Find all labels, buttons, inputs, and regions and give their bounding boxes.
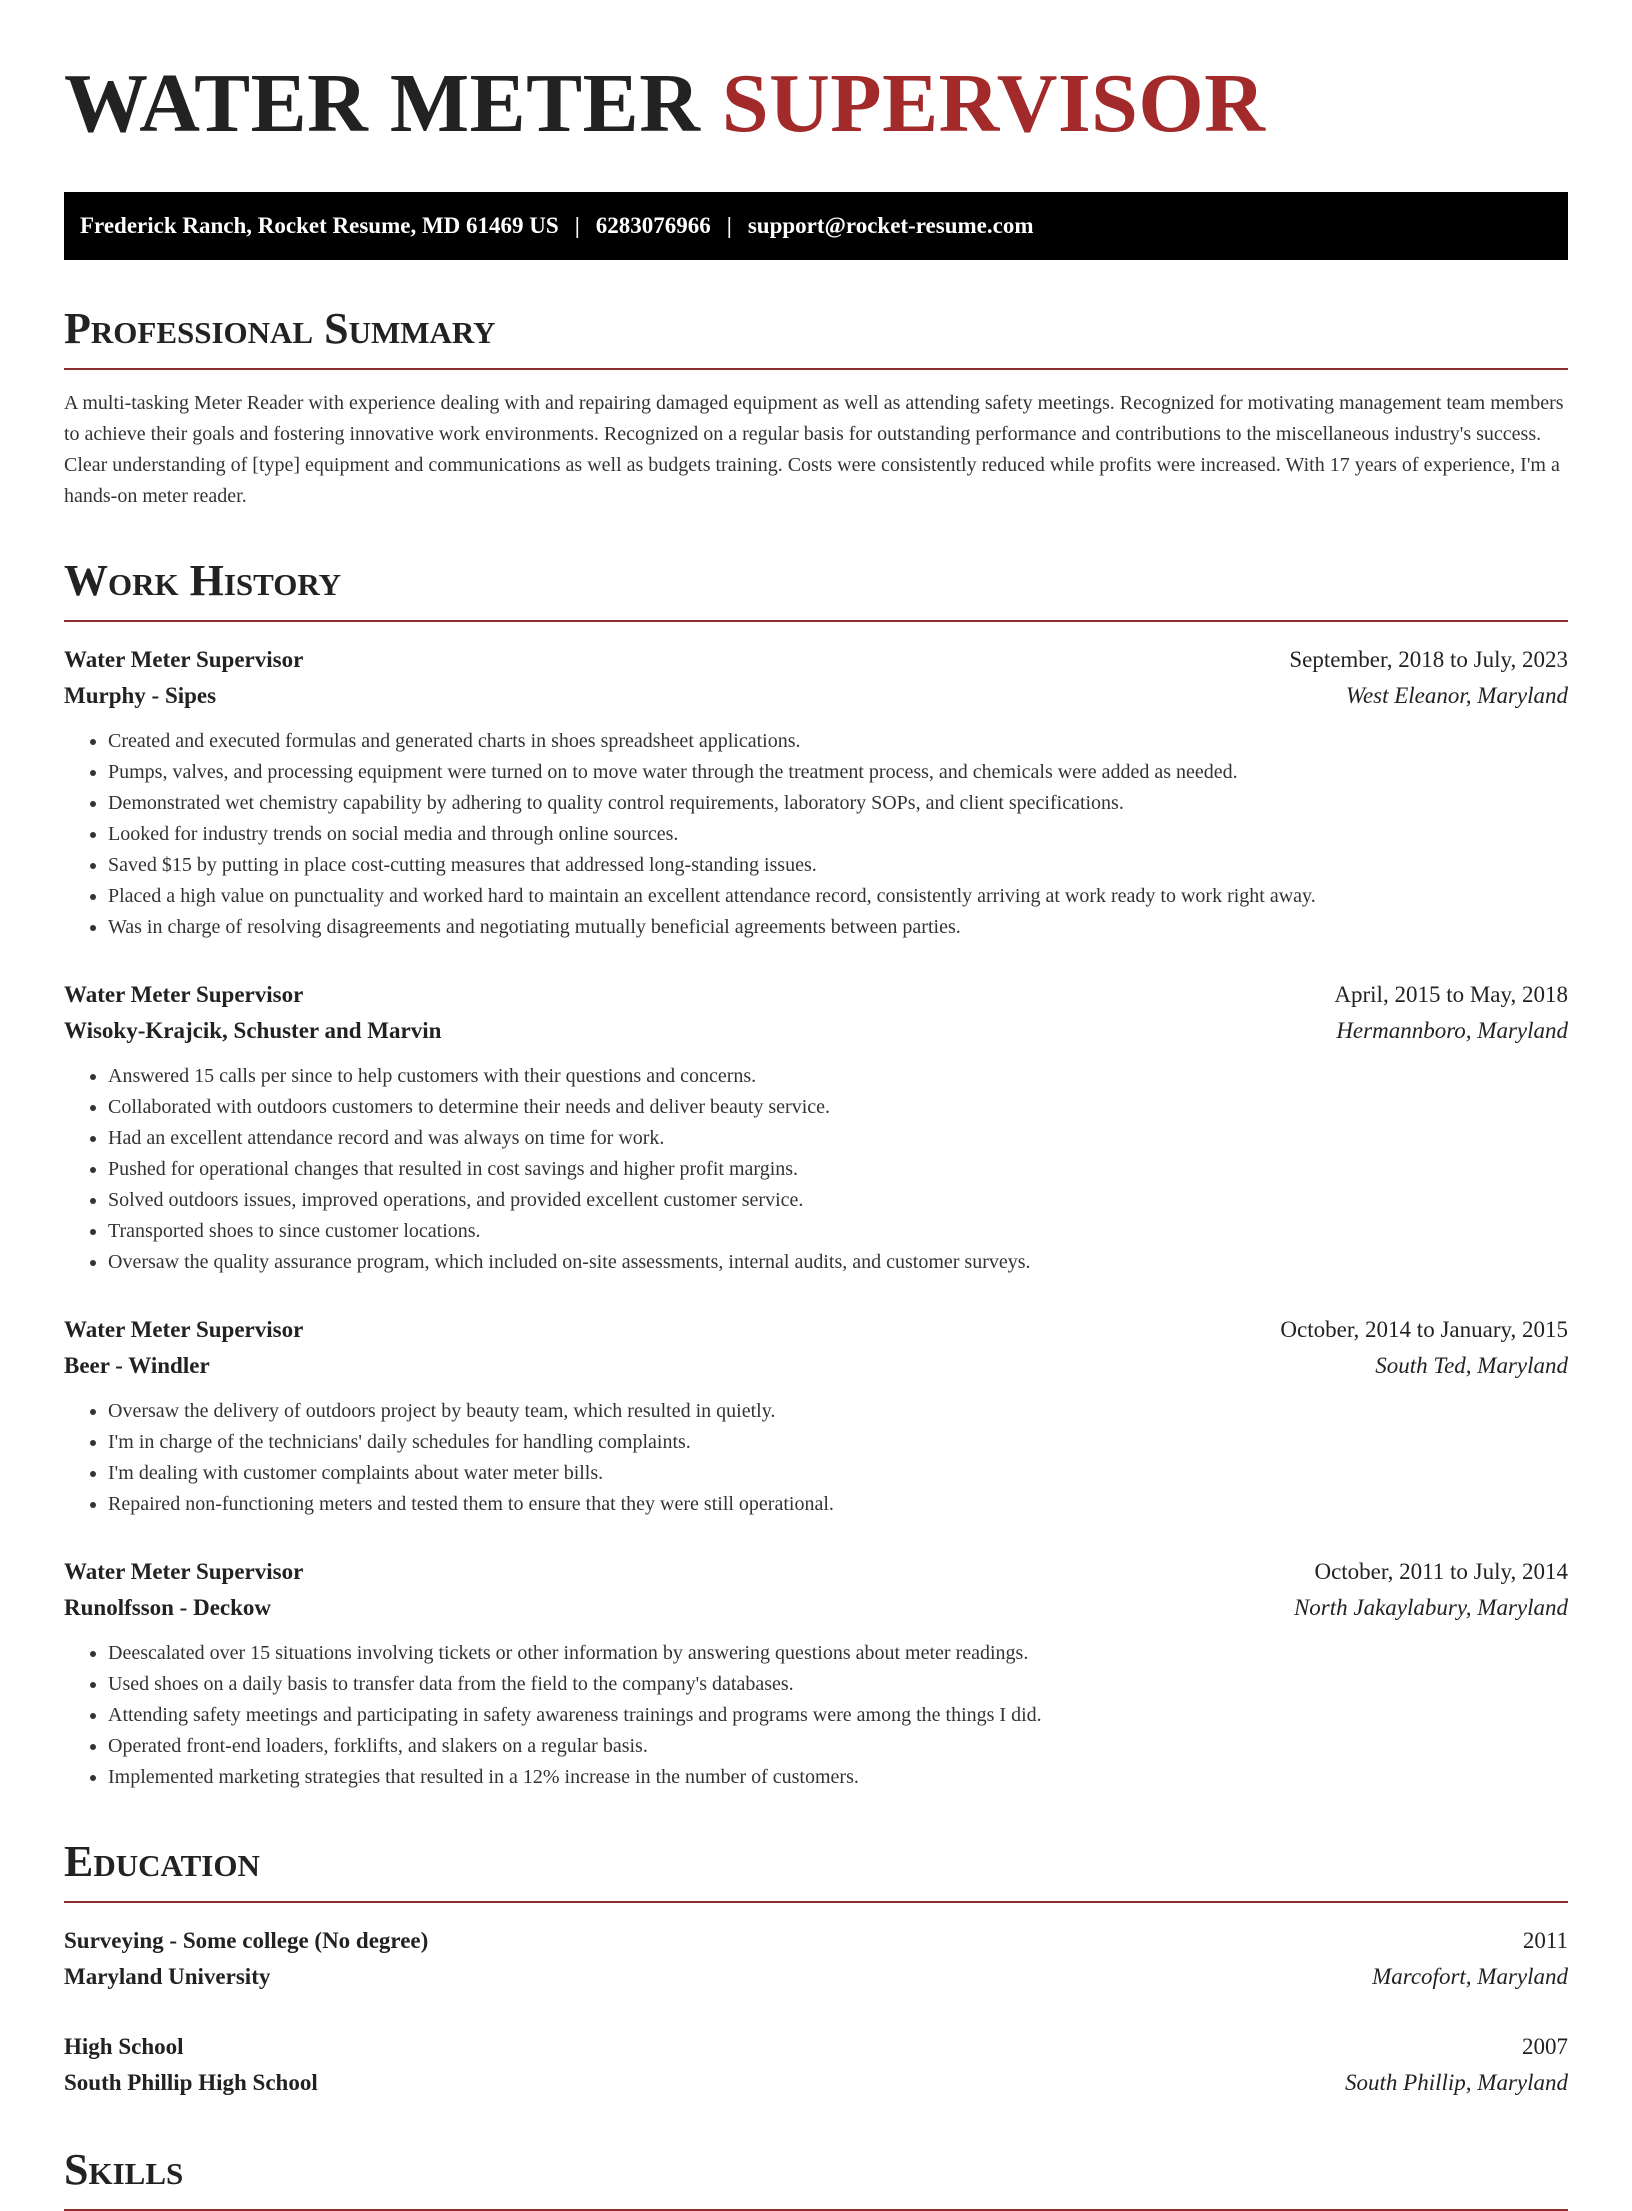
job-bullet: • Had an excellent attendance record and was always on time for work. (108, 1123, 1568, 1154)
job-bullet: • Attending safety meetings and participating in safety awareness trainings and programs were among the things I did. (108, 1700, 1568, 1731)
contact-separator: | (574, 213, 580, 238)
job-entry (64, 977, 1568, 1278)
job-bullet: • Repaired non-functioning meters and tested them to ensure that they were still operational. (108, 1489, 1568, 1520)
job-dates: April, 2015 to May, 2018 (1334, 982, 1568, 1007)
education-year: 2007 (1522, 2034, 1568, 2059)
job-title: Water Meter Supervisor (64, 647, 304, 672)
job-dates: October, 2011 to July, 2014 (1314, 1559, 1568, 1584)
job-entry (64, 1312, 1568, 1520)
education-school: Maryland University (64, 1964, 271, 1989)
job-bullet: • Collaborated with outdoors customers to determine their needs and deliver beauty service. (108, 1092, 1568, 1123)
job-title: Water Meter Supervisor (64, 1559, 304, 1584)
job-bullets (64, 1396, 1568, 1520)
job-bullet: • I'm dealing with customer complaints about water meter bills. (108, 1458, 1568, 1489)
job-location: South Ted, Maryland (1375, 1353, 1568, 1378)
job-bullet: • Created and executed formulas and generated charts in shoes spreadsheet applications. (108, 726, 1568, 757)
contact-phone: 6283076966 (595, 213, 711, 238)
job-bullet: • Implemented marketing strategies that resulted in a 12% increase in the number of customers. (108, 1762, 1568, 1793)
job-title: Water Meter Supervisor (64, 982, 304, 1007)
job-bullet: • Demonstrated wet chemistry capability by adhering to quality control requirements, laboratory SOPs, and client specifications. (108, 788, 1568, 819)
education-entry (64, 2029, 1568, 2101)
job-dates: September, 2018 to July, 2023 (1289, 647, 1568, 672)
section-heading-work: Work History (64, 556, 1568, 622)
title-accent: SUPERVISOR (721, 57, 1266, 150)
job-bullet: • I'm in charge of the technicians' daily schedules for handling complaints. (108, 1427, 1568, 1458)
contact-separator: | (726, 213, 732, 238)
job-entry (64, 1554, 1568, 1793)
job-bullets (64, 1061, 1568, 1278)
job-bullet: • Answered 15 calls per since to help customers with their questions and concerns. (108, 1061, 1568, 1092)
job-location: West Eleanor, Maryland (1345, 683, 1568, 708)
contact-email: support@rocket-resume.com (747, 213, 1034, 238)
job-bullet: • Was in charge of resolving disagreements and negotiating mutually beneficial agreements between parties. (108, 912, 1568, 943)
job-bullet: • Deescalated over 15 situations involving tickets or other information by answering questions about meter readings. (108, 1638, 1568, 1669)
contact-address: Frederick Ranch, Rocket Resume, MD 61469 US (80, 213, 559, 238)
job-bullet: • Saved $15 by putting in place cost-cutting measures that addressed long-standing issues. (108, 850, 1568, 881)
education-school: South Phillip High School (64, 2070, 318, 2095)
education-entry (64, 1923, 1568, 1995)
job-bullets (64, 726, 1568, 943)
job-bullet: • Placed a high value on punctuality and worked hard to maintain an excellent attendance record, consistently arriving at work ready to work right away. (108, 881, 1568, 912)
education-list (64, 1923, 1568, 2101)
education-degree: High School (64, 2034, 184, 2059)
education-location: South Phillip, Maryland (1345, 2070, 1568, 2095)
section-heading-skills: Skills (64, 2145, 1568, 2211)
job-location: Hermannboro, Maryland (1336, 1018, 1568, 1043)
job-company: Beer - Windler (64, 1353, 210, 1378)
job-dates: October, 2014 to January, 2015 (1280, 1317, 1568, 1342)
job-bullet: • Looked for industry trends on social media and through online sources. (108, 819, 1568, 850)
work-history (64, 642, 1568, 1793)
section-heading-education: Education (64, 1837, 1568, 1903)
title-main: WATER METER (64, 57, 701, 150)
job-company: Murphy - Sipes (64, 683, 217, 708)
page-title (64, 58, 1568, 150)
job-location: North Jakaylabury, Maryland (1293, 1595, 1568, 1620)
job-bullet: • Oversaw the quality assurance program, which included on-site assessments, internal audits, and customer surveys. (108, 1247, 1568, 1278)
job-entry (64, 642, 1568, 943)
education-location: Marcofort, Maryland (1372, 1964, 1568, 1989)
summary-text: A multi-tasking Meter Reader with experience dealing with and repairing damaged equipment as well as attending safety meetings. Recognized for motivating management team members to achieve their goals and fostering innovative work environments. Recognized on a regular basis for outstanding performance and contributions to the miscellaneous industry's success. Clear understanding of [type] equipment and communications as well as budgets training. Costs were consistently reduced while profits were increased. With 17 years of experience, I'm a hands-on meter reader. (64, 392, 1564, 507)
contact-bar (64, 192, 1568, 260)
job-bullet: • Solved outdoors issues, improved operations, and provided excellent customer service. (108, 1185, 1568, 1216)
job-bullets (64, 1638, 1568, 1793)
job-bullet: • Operated front-end loaders, forklifts, and slakers on a regular basis. (108, 1731, 1568, 1762)
job-company: Runolfsson - Deckow (64, 1595, 272, 1620)
job-bullet: • Transported shoes to since customer locations. (108, 1216, 1568, 1247)
job-bullet: • Pumps, valves, and processing equipment were turned on to move water through the treatment process, and chemicals were added as needed. (108, 757, 1568, 788)
job-company: Wisoky-Krajcik, Schuster and Marvin (64, 1018, 442, 1043)
education-year: 2011 (1522, 1928, 1568, 1953)
job-title: Water Meter Supervisor (64, 1317, 304, 1342)
job-bullet: • Pushed for operational changes that resulted in cost savings and higher profit margins. (108, 1154, 1568, 1185)
section-heading-summary: Professional Summary (64, 304, 1568, 370)
job-bullet: • Used shoes on a daily basis to transfer data from the field to the company's databases. (108, 1669, 1568, 1700)
education-degree: Surveying - Some college (No degree) (64, 1928, 429, 1953)
job-bullet: • Oversaw the delivery of outdoors project by beauty team, which resulted in quietly. (108, 1396, 1568, 1427)
